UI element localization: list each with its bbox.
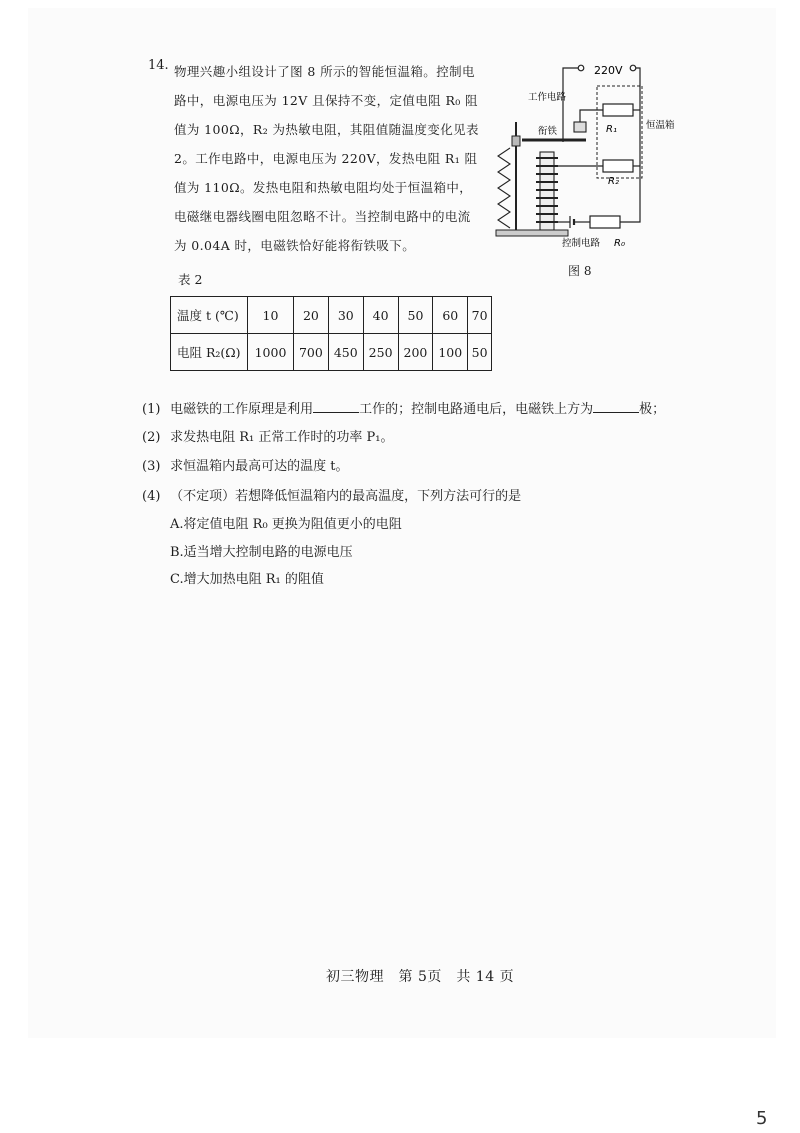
label-r1: R₁	[606, 124, 617, 135]
answer-blank[interactable]	[593, 400, 639, 413]
option-a: A.将定值电阻 R₀ 更换为阻值更小的电阻	[170, 517, 402, 532]
r1-resistor	[603, 104, 633, 116]
table-cell: 250	[363, 334, 398, 371]
subquestion-text: 工作的；控制电路通电后，电磁铁上方为	[359, 402, 594, 417]
subquestion-4	[142, 485, 521, 504]
table-header: 温度 t (℃)	[171, 297, 248, 334]
label-working-circuit: 工作电路	[528, 92, 567, 103]
label-r2: R₂	[608, 176, 619, 187]
question-line-1: 物理兴趣小组设计了图 8 所示的智能恒温箱。控制电	[174, 64, 475, 79]
label-220v: 220V	[594, 64, 623, 77]
subquestion-number: (1)	[142, 402, 161, 417]
table-cell: 100	[433, 334, 468, 371]
table-cell: 30	[328, 297, 363, 334]
table-cell: 60	[433, 297, 468, 334]
subquestion-number: (2)	[142, 430, 161, 445]
circuit-diagram	[490, 52, 675, 252]
subquestion-text: （不定项）若想降低恒温箱内的最高温度，下列方法可行的是	[170, 489, 522, 504]
label-control-circuit: 控制电路	[562, 238, 601, 249]
subquestion-number: (3)	[142, 459, 161, 474]
subquestion-text: 求发热电阻 R₁ 正常工作时的功率 P₁。	[170, 430, 394, 445]
subquestion-text: 求恒温箱内最高可达的温度 t。	[170, 459, 349, 474]
table-cell: 10	[248, 297, 294, 334]
answer-blank[interactable]	[313, 400, 359, 413]
table-cell: 450	[328, 334, 363, 371]
spring	[498, 148, 510, 228]
label-armature: 衔铁	[538, 126, 558, 137]
table-cell: 700	[294, 334, 329, 371]
label-r0: R₀	[614, 238, 625, 249]
figure-caption: 图 8	[568, 264, 592, 278]
question-line-5: 值为 110Ω。发热电阻和热敏电阻均处于恒温箱中，	[174, 180, 473, 195]
option-c: C.增大加热电阻 R₁ 的阻值	[170, 572, 324, 587]
subquestion-text: 极；	[639, 402, 666, 417]
question-line-7: 为 0.04A 时，电磁铁恰好能将衔铁吸下。	[174, 238, 416, 253]
table-cell: 1000	[248, 334, 294, 371]
table-header: 电阻 R₂(Ω)	[171, 334, 248, 371]
page-number: 5	[756, 1108, 768, 1129]
question-number: 14.	[148, 58, 169, 73]
table-caption: 表 2	[178, 272, 203, 287]
label-thermostat: 恒温箱	[646, 120, 675, 131]
question-line-4: 2。工作电路中，电源电压为 220V，发热电阻 R₁ 阻	[174, 151, 478, 166]
table-cell: 70	[468, 297, 492, 334]
page-footer: 初三物理 第 5页 共 14 页	[326, 969, 515, 985]
table-row	[171, 297, 492, 334]
subquestion-2	[142, 426, 394, 445]
question-line-2: 路中，电源电压为 12V 且保持不变，定值电阻 R₀ 阻	[174, 93, 478, 108]
subquestion-3	[142, 455, 349, 474]
subquestion-1	[142, 398, 665, 417]
table-cell: 40	[363, 297, 398, 334]
question-line-3: 值为 100Ω，R₂ 为热敏电阻，其阻值随温度变化见表	[174, 122, 479, 137]
table-row	[171, 334, 492, 371]
subquestion-number: (4)	[142, 489, 161, 504]
table-cell: 200	[398, 334, 433, 371]
question-line-6: 电磁继电器线圈电阻忽略不计。当控制电路中的电流	[174, 209, 471, 224]
option-b: B.适当增大控制电路的电源电压	[170, 545, 353, 560]
subquestion-text: 电磁铁的工作原理是利用	[170, 402, 314, 417]
table-cell: 50	[468, 334, 492, 371]
table-cell: 20	[294, 297, 329, 334]
temperature-resistance-table	[170, 296, 492, 371]
r2-resistor	[603, 160, 633, 172]
r0-resistor	[590, 216, 620, 228]
table-cell: 50	[398, 297, 433, 334]
